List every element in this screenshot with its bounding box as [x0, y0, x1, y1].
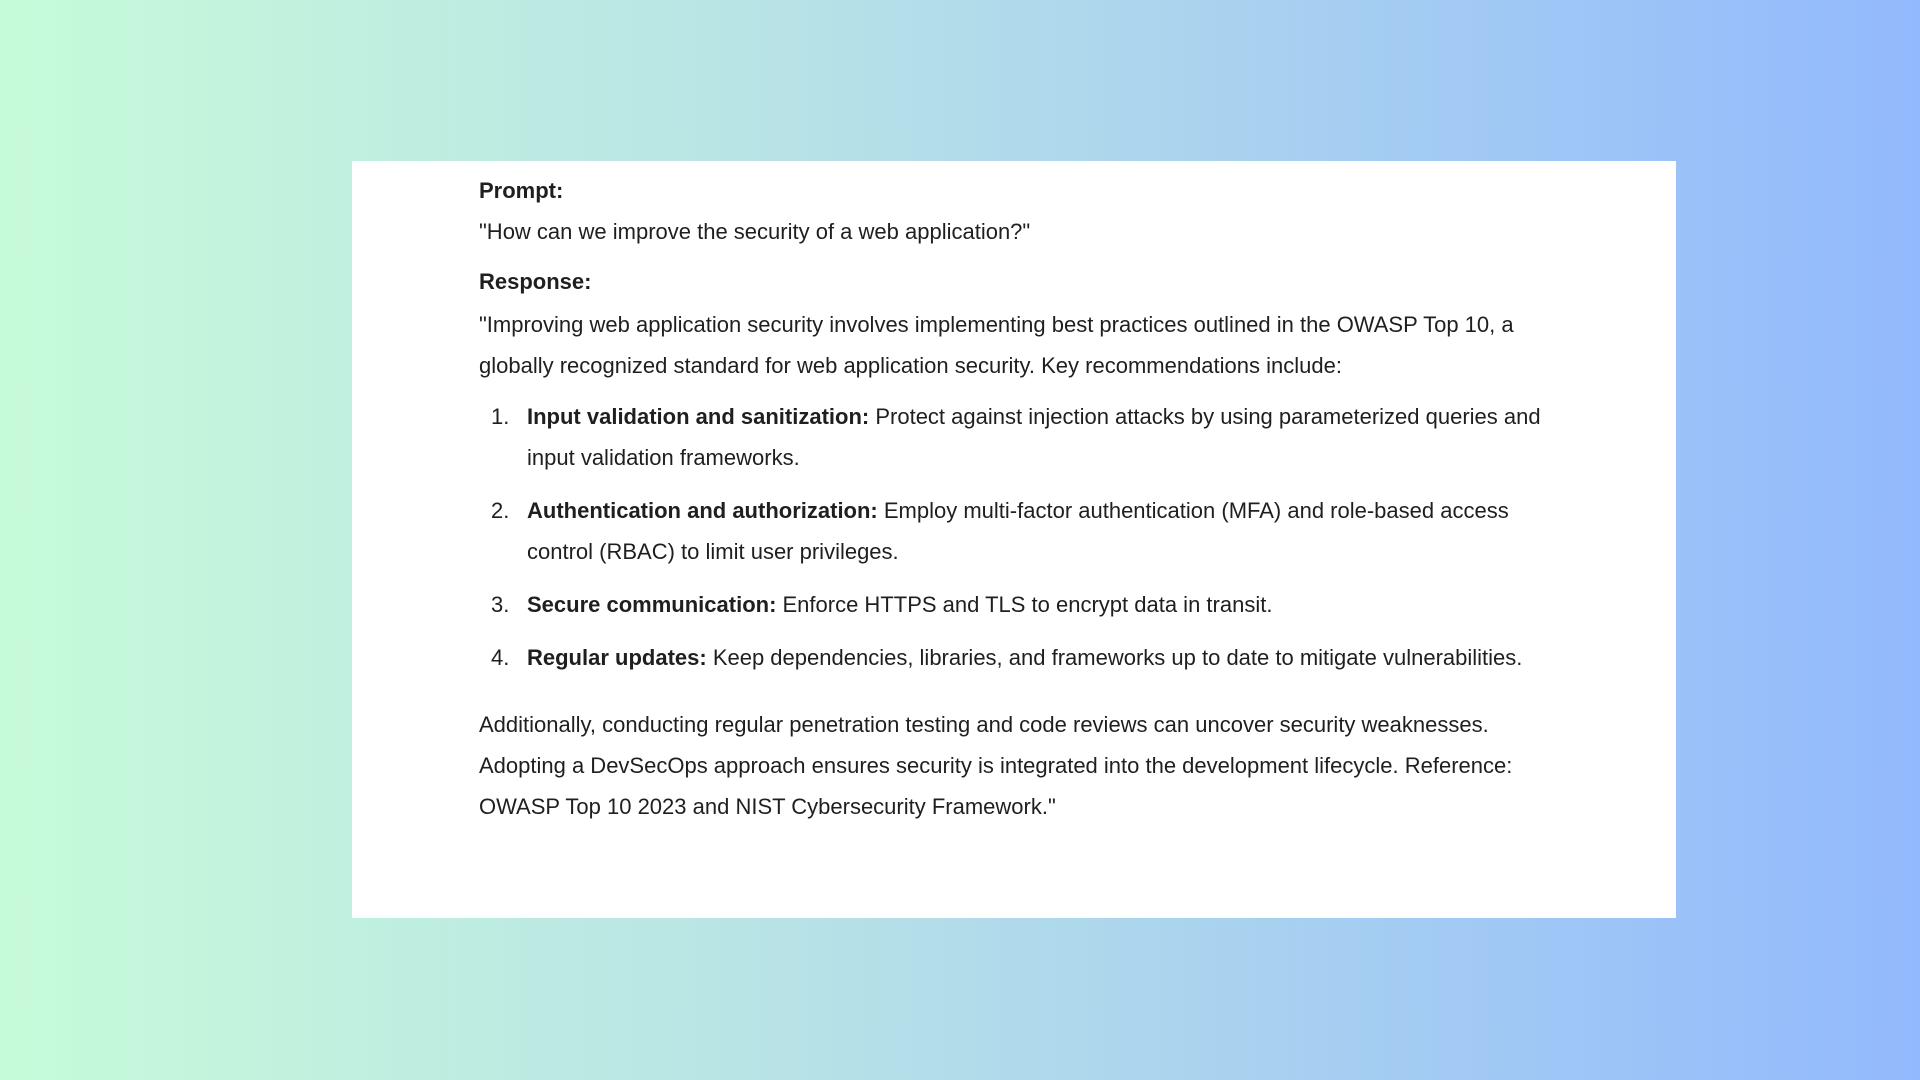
list-item-title: Input validation and sanitization:: [527, 404, 870, 429]
list-item-text: Protect against injection attacks by using parameterized queries and input validation frameworks.: [527, 404, 1541, 470]
list-item-number: 1.: [491, 404, 510, 429]
list-item-number: 2.: [491, 498, 510, 523]
prompt-label: Prompt:: [479, 178, 564, 203]
prompt-text: "How can we improve the security of a web application?": [479, 219, 1031, 244]
list-item-number: 3.: [491, 592, 510, 617]
list-item-text: Employ multi-factor authentication (MFA) and role-based access control (RBAC) to limit user privileges.: [527, 498, 1509, 564]
list-item-number: 4.: [491, 645, 510, 670]
list-item-title: Authentication and authorization:: [527, 498, 878, 523]
list-item-text: Enforce HTTPS and TLS to encrypt data in transit.: [776, 592, 1273, 617]
list-item-title: Secure communication:: [527, 592, 777, 617]
response-card: [352, 161, 1676, 918]
list-item: [479, 490, 1556, 572]
list-item-text: Keep dependencies, libraries, and frameworks up to date to mitigate vulnerabilities.: [706, 645, 1523, 670]
response-label: Response:: [479, 269, 592, 294]
list-item-title: Regular updates:: [527, 645, 707, 670]
recommendation-list: [479, 396, 1556, 678]
list-item: [479, 637, 1556, 678]
response-closing: Additionally, conducting regular penetration testing and code reviews can uncover security weaknesses. Adopting a DevSecOps approach ensures security is integrated into the development lifecycle. Reference: OWASP Top 10 2023 and NIST Cybersecurity Framework.": [479, 712, 1513, 819]
response-intro: "Improving web application security involves implementing best practices outlined in the OWASP Top 10, a globally recognized standard for web application security. Key recommendations include:: [479, 312, 1514, 378]
list-item: [479, 396, 1556, 478]
list-item: [479, 584, 1556, 625]
